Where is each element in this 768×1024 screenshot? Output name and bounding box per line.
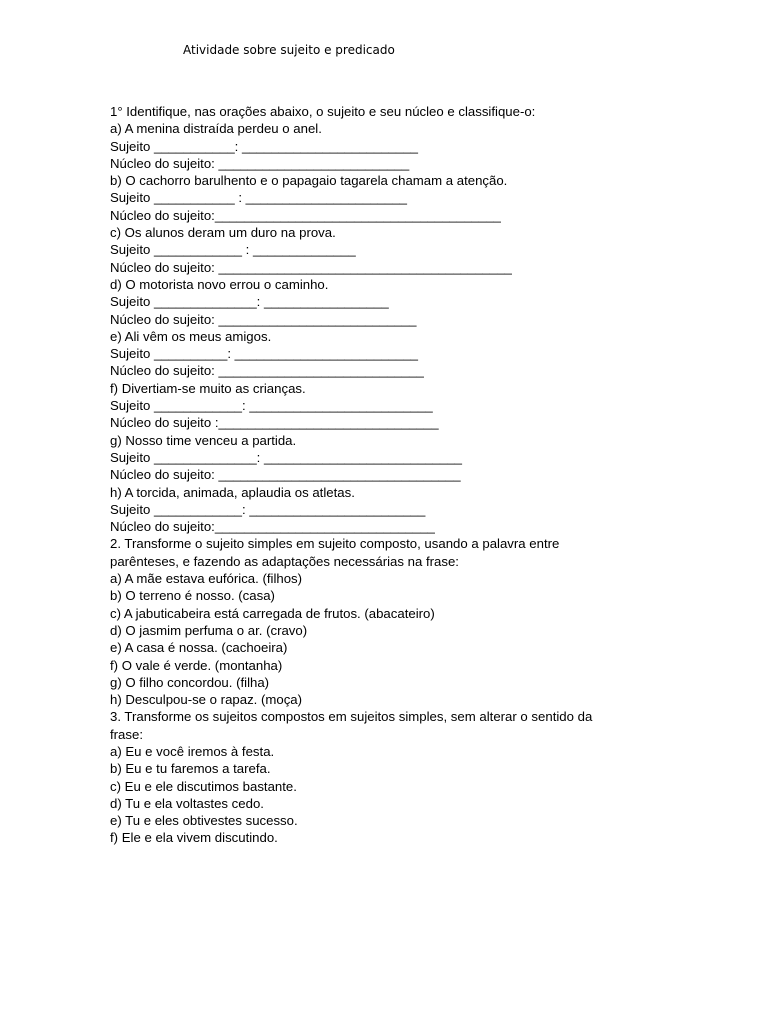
- question-1-prompt: 1° Identifique, nas orações abaixo, o sujeito e seu núcleo e classifique-o:: [110, 104, 536, 119]
- q2-item-c: c) A jabuticabeira está carregada de frutos. (abacateiro): [110, 605, 435, 621]
- q2-item-h: h) Desculpou-se o rapaz. (moça): [110, 692, 303, 708]
- q3-item-d: d) Tu e ela voltastes cedo.: [110, 795, 264, 811]
- q1-item-h: h) A torcida, animada, aplaudia os atletas.: [110, 484, 355, 500]
- q1-d-nucleus-blank: Núcleo do sujeito: ___________________________: [110, 311, 417, 327]
- q1-item-d: d) O motorista novo errou o caminho.: [110, 276, 329, 292]
- q3-item-c: c) Eu e ele discutimos bastante.: [110, 778, 297, 794]
- q2-item-d: d) O jasmim perfuma o ar. (cravo): [110, 622, 308, 638]
- q1-g-nucleus-blank: Núcleo do sujeito: _________________________________: [110, 467, 461, 483]
- question-3-prompt-cont: frase:: [110, 726, 143, 742]
- q1-a-subject-blank: Sujeito ___________: ________________________: [110, 138, 419, 154]
- q1-item-b: b) O cachorro barulhento e o papagaio tagarela chamam a atenção.: [110, 173, 508, 189]
- q1-d-subject-blank: Sujeito ______________: _________________: [110, 294, 389, 310]
- document-title: Atividade sobre sujeito e predicado: [183, 43, 395, 57]
- q1-b-nucleus-blank: Núcleo do sujeito:_______________________________________: [110, 207, 501, 223]
- q1-e-subject-blank: Sujeito __________: _________________________: [110, 346, 419, 362]
- q1-a-nucleus-blank: Núcleo do sujeito: __________________________: [110, 155, 410, 171]
- document-body: [110, 103, 640, 847]
- q1-b-subject-blank: Sujeito ___________ : ______________________: [110, 190, 408, 206]
- q3-item-e: e) Tu e eles obtivestes sucesso.: [110, 813, 298, 829]
- q3-item-a: a) Eu e você iremos à festa.: [110, 743, 275, 759]
- q2-item-a: a) A mãe estava eufórica. (filhos): [110, 571, 303, 587]
- q1-g-subject-blank: Sujeito ______________: ___________________________: [110, 449, 463, 465]
- q1-item-a: a) A menina distraída perdeu o anel.: [110, 121, 322, 137]
- q1-h-nucleus-blank: Núcleo do sujeito:______________________________: [110, 519, 435, 535]
- q2-item-b: b) O terreno é nosso. (casa): [110, 588, 275, 604]
- q1-item-e: e) Ali vêm os meus amigos.: [110, 328, 272, 344]
- q1-f-nucleus-blank: Núcleo do sujeito :______________________________: [110, 415, 439, 431]
- q1-c-nucleus-blank: Núcleo do sujeito: ________________________________________: [110, 259, 512, 275]
- q1-item-c: c) Os alunos deram um duro na prova.: [110, 225, 336, 241]
- q2-item-f: f) O vale é verde. (montanha): [110, 657, 283, 673]
- q1-item-f: f) Divertiam-se muito as crianças.: [110, 380, 306, 396]
- q1-h-subject-blank: Sujeito ____________: ________________________: [110, 501, 426, 517]
- q1-c-subject-blank: Sujeito ____________ : ______________: [110, 242, 356, 258]
- q1-item-g: g) Nosso time venceu a partida.: [110, 432, 297, 448]
- q3-item-b: b) Eu e tu faremos a tarefa.: [110, 761, 271, 777]
- q2-item-g: g) O filho concordou. (filha): [110, 674, 270, 690]
- question-2-prompt-cont: parênteses, e fazendo as adaptações necessárias na frase:: [110, 553, 459, 569]
- question-3-prompt: 3. Transforme os sujeitos compostos em sujeitos simples, sem alterar o sentido da: [110, 709, 593, 725]
- q1-e-nucleus-blank: Núcleo do sujeito: ____________________________: [110, 363, 424, 379]
- question-2-prompt: 2. Transforme o sujeito simples em sujeito composto, usando a palavra entre: [110, 536, 560, 552]
- q2-item-e: e) A casa é nossa. (cachoeira): [110, 640, 288, 656]
- q3-item-f: f) Ele e ela vivem discutindo.: [110, 830, 278, 846]
- q1-f-subject-blank: Sujeito ____________: _________________________: [110, 398, 433, 414]
